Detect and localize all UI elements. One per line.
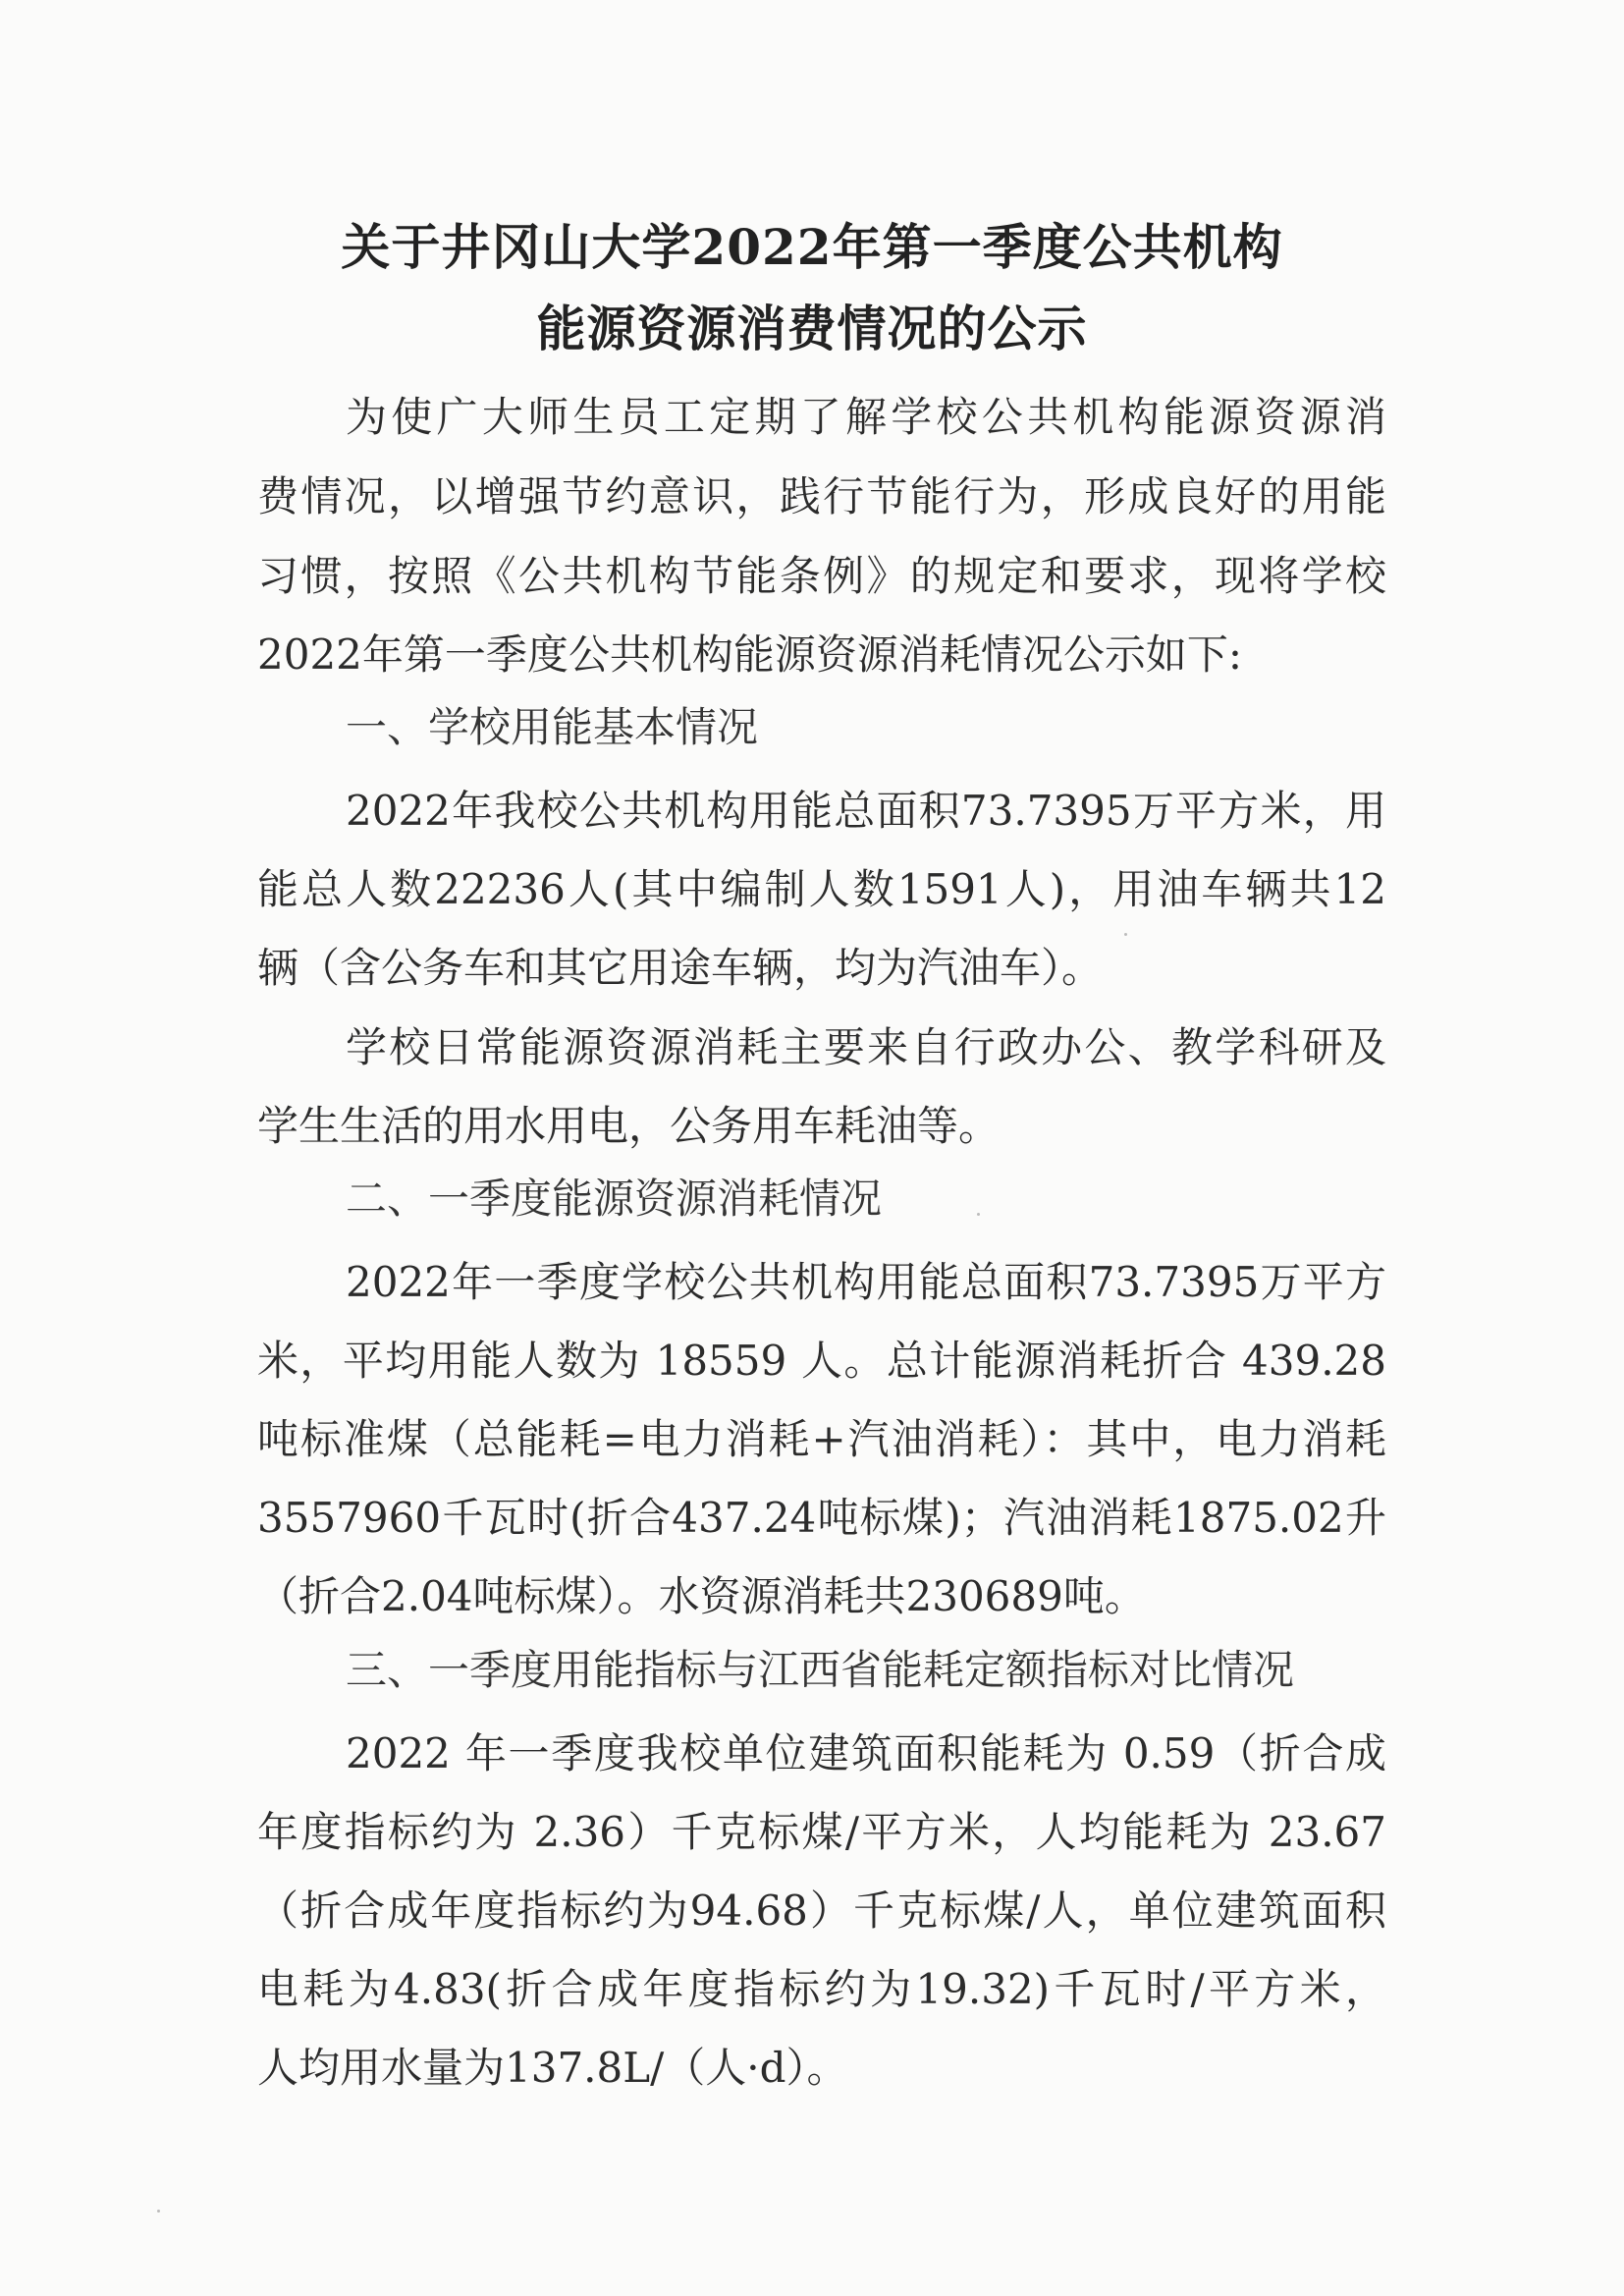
intro-line-4: 2022年第一季度公共机构能源资源消耗情况公示如下:	[257, 630, 1243, 679]
section-3-heading: 三、一季度用能指标与江西省能耗定额指标对比情况	[346, 1646, 1295, 1694]
section-1-para-1-line-1: 2022年我校公共机构用能总面积73.7395万平方米，用	[346, 787, 1386, 835]
section-3-para-line-3: （折合成年度指标约为94.68）千克标煤/人，单位建筑面积	[257, 1886, 1386, 1935]
section-3-para-line-2: 年度指标约为 2.36）千克标煤/平方米，人均能耗为 23.67	[257, 1808, 1386, 1856]
document-title-line-2: 能源资源消费情况的公示	[536, 300, 1088, 357]
section-2-para-line-5: （折合2.04吨标煤）。水资源消耗共230689吨。	[257, 1572, 1146, 1620]
section-2-para-line-3: 吨标准煤（总能耗=电力消耗+汽油消耗）：其中，电力消耗	[257, 1415, 1386, 1463]
section-1-para-1-line-3: 辆（含公务车和其它用途车辆，均为汽油车）。	[257, 944, 1104, 992]
scan-speck	[157, 2210, 160, 2213]
section-2-heading: 二、一季度能源资源消耗情况	[346, 1175, 883, 1223]
section-2-para-line-1: 2022年一季度学校公共机构用能总面积73.7395万平方	[346, 1258, 1386, 1306]
scan-speck	[1124, 933, 1127, 936]
section-3-para-line-1: 2022 年一季度我校单位建筑面积能耗为 0.59（折合成	[346, 1729, 1386, 1777]
section-1-para-2-line-2: 学生生活的用水用电，公务用车耗油等。	[257, 1102, 1001, 1150]
section-1-heading: 一、学校用能基本情况	[346, 703, 759, 751]
scan-speck	[977, 1213, 980, 1216]
section-1-para-2-line-1: 学校日常能源资源消耗主要来自行政办公、教学科研及	[346, 1023, 1386, 1071]
section-3-para-line-5: 人均用水量为137.8L/（人·d）。	[257, 2044, 848, 2092]
intro-line-1: 为使广大师生员工定期了解学校公共机构能源资源消	[346, 393, 1386, 441]
intro-line-2: 费情况，以增强节约意识，践行节能行为，形成良好的用能	[257, 472, 1386, 520]
section-3-para-line-4: 电耗为4.83(折合成年度指标约为19.32)千瓦时/平方米，	[257, 1965, 1386, 2013]
section-1-para-1-line-2: 能总人数22236人(其中编制人数1591人)，用油车辆共12	[257, 865, 1386, 913]
section-2-para-line-4: 3557960千瓦时(折合437.24吨标煤)；汽油消耗1875.02升	[257, 1494, 1386, 1542]
intro-line-3: 习惯，按照《公共机构节能条例》的规定和要求，现将学校	[257, 552, 1386, 600]
section-2-para-line-2: 米，平均用能人数为 18559 人。总计能源消耗折合 439.28	[257, 1337, 1386, 1385]
document-title-line-1: 关于井冈山大学2022年第一季度公共机构	[341, 218, 1283, 276]
